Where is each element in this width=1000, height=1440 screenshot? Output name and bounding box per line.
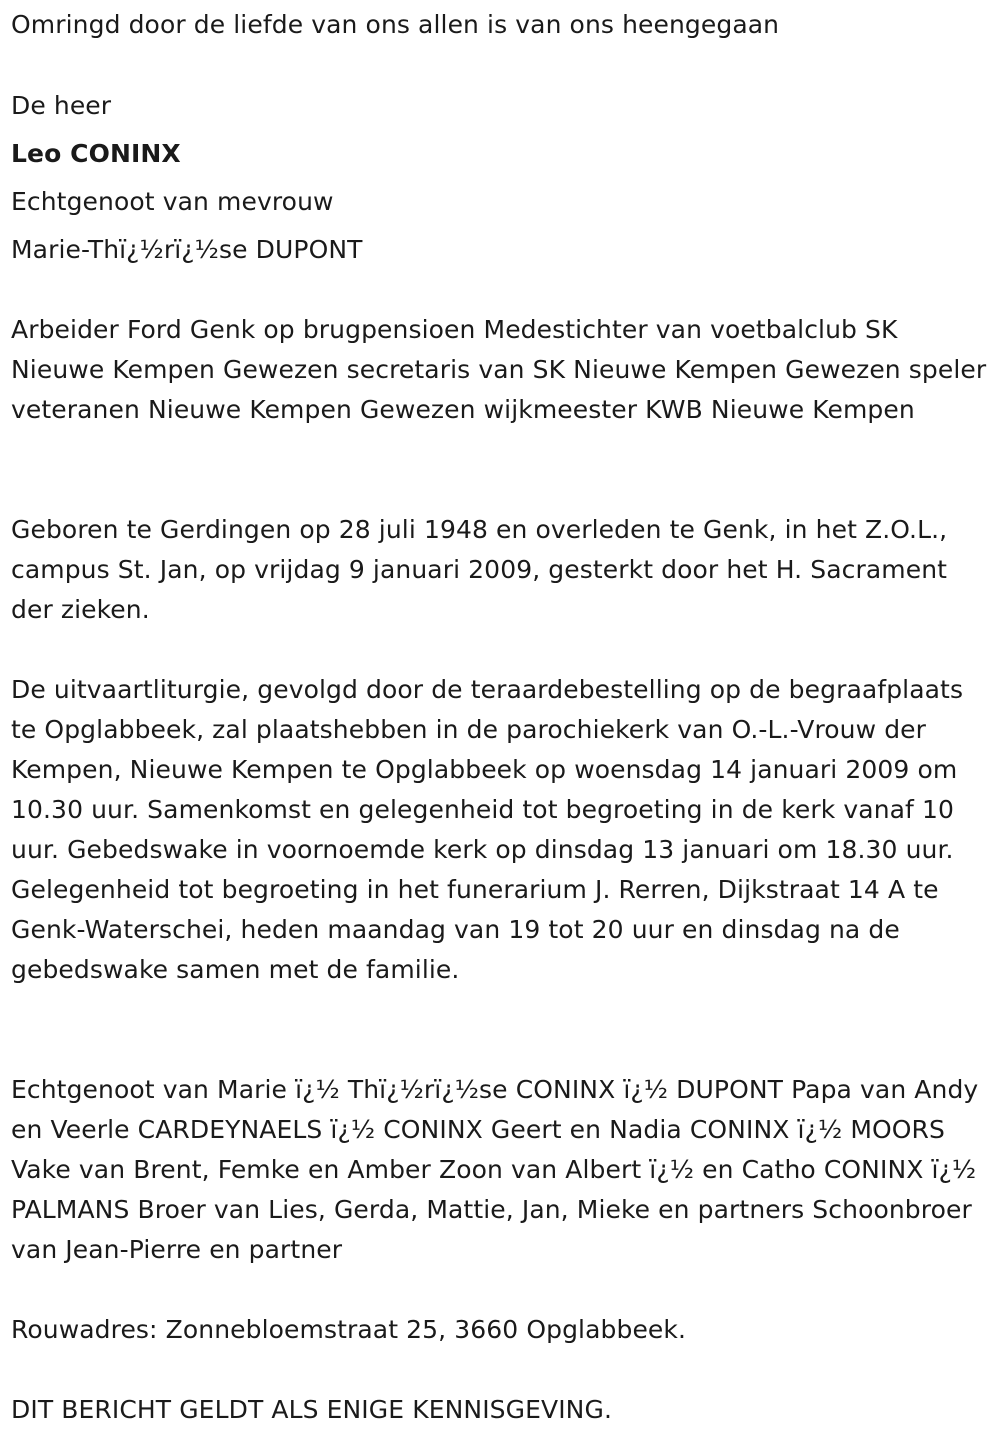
family-paragraph: Echtgenoot van Marie ï¿½ Thï¿½rï¿½se CONINX ï¿½ DUPONT Papa van Andy en Veerle CARDEYNAELS ï¿½ CONINX Geert en Nadia CONINX ï¿½ MOORS Vake van Brent, Femke en Amber Zoon van Albert ï¿½ en Catho CONINX ï¿½ PALMANS Broer van Lies, Gerda, Mattie, Jan, Mieke en partners Schoonbroer van Jean-Pierre en partner <box>11 1075 979 1264</box>
deceased-name: Leo CONINX <box>11 139 181 168</box>
intro-text: Omringd door de liefde van ons allen is van ons heengegaan <box>11 10 780 39</box>
birth-death-paragraph: Geboren te Gerdingen op 28 juli 1948 en overleden te Genk, in het Z.O.L., campus St. Jan, op vrijdag 9 januari 2009, gesterkt door het H. Sacrament der zieken. <box>11 515 948 624</box>
mourning-address: Rouwadres: Zonnebloemstraat 25, 3660 Opglabbeek. <box>11 1315 687 1344</box>
occupation-paragraph: Arbeider Ford Genk op brugpensioen Medestichter van voetbalclub SK Nieuwe Kempen Gewezen secretaris van SK Nieuwe Kempen Gewezen speler veteranen Nieuwe Kempen Gewezen wijkmeester KWB Nieuwe Kempen <box>11 315 987 424</box>
notice-text: DIT BERICHT GELDT ALS ENIGE KENNISGEVING. <box>11 1395 612 1424</box>
spouse-prefix: Echtgenoot van mevrouw <box>11 187 334 216</box>
salutation: De heer <box>11 91 112 120</box>
spouse-name: Marie-Thï¿½rï¿½se DUPONT <box>11 235 363 264</box>
funeral-paragraph: De uitvaartliturgie, gevolgd door de teraardebestelling op de begraafplaats te Opglabbeek, zal plaatshebben in de parochiekerk van O.-L.-Vrouw der Kempen, Nieuwe Kempen te Opglabbeek op woensdag 14 januari 2009 om 10.30 uur. Samenkomst en gelegenheid tot begroeting in de kerk vanaf 10 uur. Gebedswake in voornoemde kerk op dinsdag 13 januari om 18.30 uur. Gelegenheid tot begroeting in het funerarium J. Rerren, Dijkstraat 14 A te Genk-Waterschei, heden maandag van 19 tot 20 uur en dinsdag na de gebedswake samen met de familie. <box>11 675 964 984</box>
